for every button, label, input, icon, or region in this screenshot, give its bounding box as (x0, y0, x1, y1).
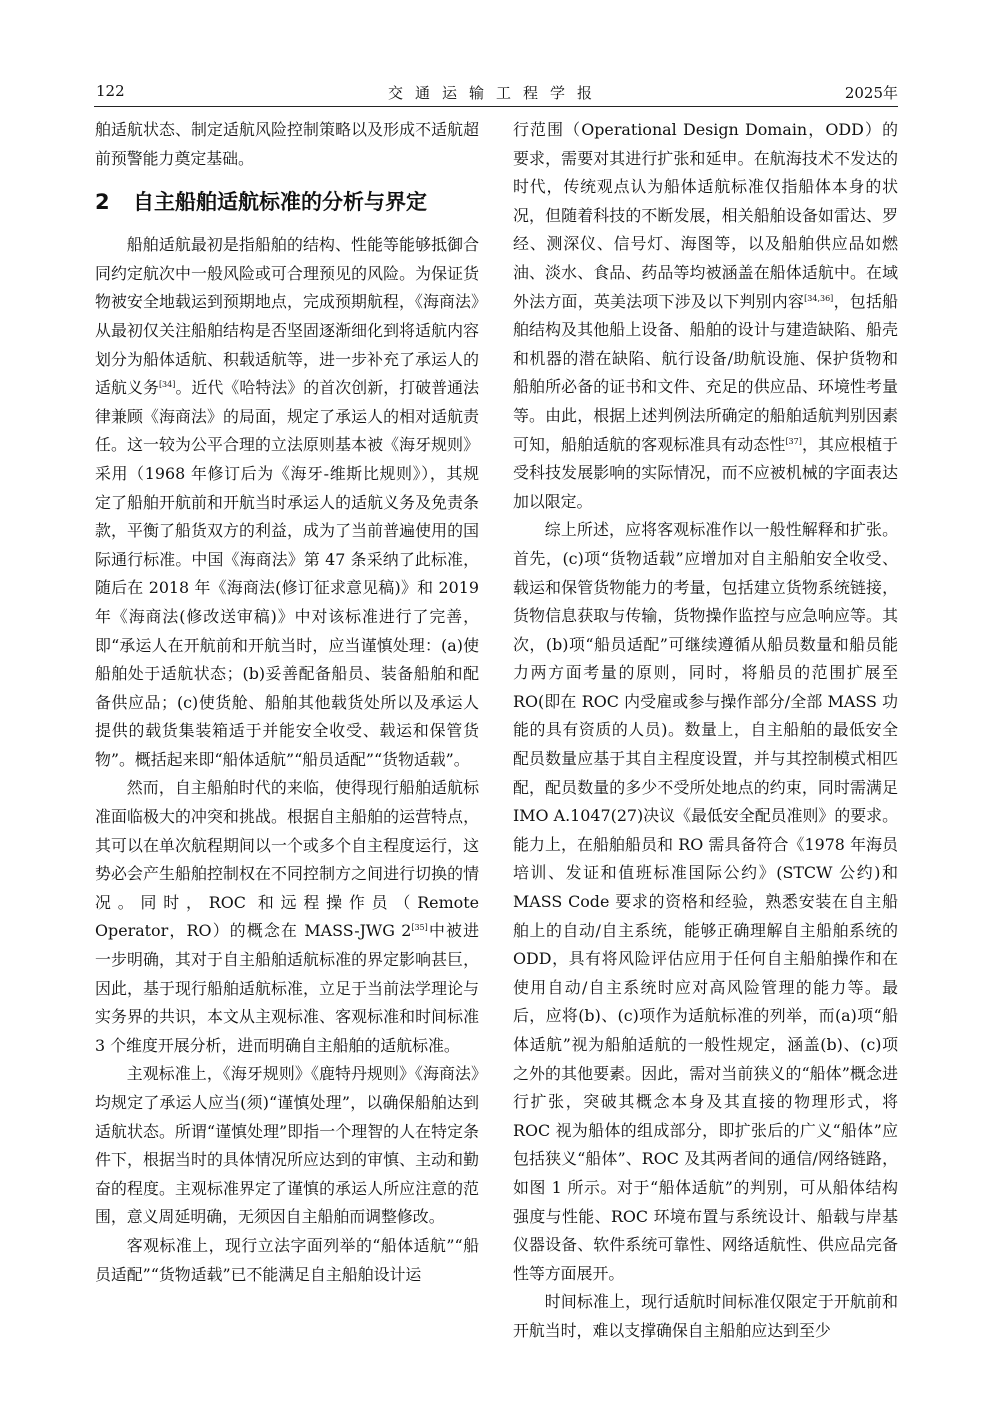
paragraph: 时间标准上，现行适航时间标准仅限定于开航前和开航当时，难以支撑确保自主船舶应达到至少 (513, 1292, 898, 1340)
text: 。近代《哈特法》的首次创新，打破普通法律兼顾《海商法》的局面，规定了承运人的相对适航责任。这一较为公平合理的立法原则基本被《海牙规则》采用（1968 年修订后为《海牙-维斯比规则》），其规定了船舶开航前和开航当时承运人的适航义务及免责条款，平衡了船货双方的利益，成为了当前普遍使用的国际通行标准。中国《海商法》第 47 条采纳了此标准，随后在 2018 年《海商法(修订征求意见稿)》和 2019 年《海商法(修改送审稿)》中对该标准进行了完善，即“承运人在开航前和开航当时，应当谨慎处理：(a)使船舶处于适航状态；(b)妥善配备船员、装备船舶和配备供应品；(c)使货舱、船舶其他载货处所以及承运人提供的载货集装箱适于并能安全收受、载运和保管货物”。概括起来即“船体适航”“船员适配”“货物适载”。 (95, 378, 480, 769)
header-rule (94, 106, 898, 107)
citation[interactable]: [34,36] (804, 293, 834, 303)
citation[interactable]: [37] (785, 436, 802, 446)
right-column (513, 116, 898, 1346)
paragraph: 客观标准上，现行立法字面列举的“船体适航”“船员适配”“货物适载”已不能满足自主船舶设计运 (95, 1235, 479, 1284)
text: ，其应根植于受科技发展影响的实际情况，而不应被机械的字面表达加以限定。 (513, 434, 899, 511)
paragraph-continued: 舶适航状态、制定适航风险控制策略以及形成不适航超前预警能力奠定基础。 (95, 120, 479, 168)
text: 船舶适航最初是指船舶的结构、性能等能够抵御合同约定航次中一般风险或可合理预见的风险。为保证货物被安全地载运到预期地点，完成预期航程，《海商法》从最初仅关注船舶结构是否坚固逐渐细化到将适航内容划分为船体适航、积载适航等，进一步补充了承运人的适航义务 (95, 235, 479, 398)
paragraph: 综上所述，应将客观标准作以一般性解释和扩张。首先，(c)项“货物适载”应增加对自主船舶安全收受、载运和保管货物能力的考量，包括建立货物系统链接，货物信息获取与传输，货物操作监控与应急响应等。其次，(b)项“船员适配”可继续遵循从船员数量和船员能力两方面考量的原则，同时，将船员的范围扩展至 RO(即在 ROC 内受雇或参与操作部分/全部 MASS 功能的具有资质的人员)。数量上，自主船舶的最低安全配员数量应基于其自主程度设置，并与其控制模式相匹配，配员数量的多少不受所处地点的约束，同时需满足 IMO A.1047(27)决议《最低安全配员准则》的要求。能力上，在船舶船员和 RO 需具备符合《1978 年海员培训、发证和值班标准国际公约》(STCW 公约)和 MASS Code 要求的资格和经验，熟悉安装在自主船舶上的自动/自主系统，能够正确理解自主船舶系统的 ODD，具有将风险评估应用于任何自主船舶操作和在使用自动/自主系统时应对高风险管理的能力等。最后，应将(b)、(c)项作为适航标准的列举，而(a)项“船体适航”视为船舶适航的一般性规定，涵盖(b)、(c)项之外的其他要素。因此，需对当前狭义的“船体”概念进行扩张，突破其概念本身及其直接的物理形式，将 ROC 视为船体的组成部分，即扩张后的广义“船体”应包括狭义“船体”、ROC 及其两者间的通信/网络链路，如图 1 所示。对于“船体适航”的判别，可从船体结构强度与性能、ROC 环境布置与系统设计、船载与岸基仪器设备、软件系统可靠性、网络适航性、供应品完备性等方面展开。 (513, 520, 898, 1283)
section-title: 自主船舶适航标准的分析与界定 (133, 190, 427, 215)
section-number: 2 (95, 190, 110, 215)
page-number: 122 (96, 82, 125, 100)
text: 行范围（Operational Design Domain，ODD）的要求，需要对其进行扩张和延申。在航海技术不发达的时代，传统观点认为船体适航标准仅指船体本身的状况，但随着科技的不断发展，相关船舶设备如雷达、罗经、测深仪、信号灯、海图等，以及船舶供应品如燃油、淡水、食品、药品等均被涵盖在船体适航中。在域外法方面，英美法项下涉及以下判别内容 (513, 120, 898, 311)
section-heading (95, 187, 479, 217)
paragraph-continued (513, 116, 898, 516)
citation[interactable]: [35] (411, 923, 428, 933)
journal-title: 交通运输工程学报 (387, 84, 604, 102)
paragraph: 主观标准上，《海牙规则》《鹿特丹规则》《海商法》均规定了承运人应当(须)“谨慎处理”，以确保船舶达到适航状态。所谓“谨慎处理”即指一个理智的人在特定条件下，根据当时的具体情况所应达到的审慎、主动和勤奋的程度。主观标准界定了谨慎的承运人所应注意的范围，意义周延明确，无须因自主船舶而调整修改。 (95, 1064, 479, 1227)
text: 然而，自主船舶时代的来临，使得现行船舶适航标准面临极大的冲突和挑战。根据自主船舶的运营特点，其可以在单次航程期间以一个或多个自主程度运行，这势必会产生船舶控制权在不同控制方之间进行切换的情况。同时，ROC 和远程操作员（Remote Operator，RO）的概念在 MASS-JWG 2 (95, 778, 479, 941)
paragraph (95, 774, 479, 1060)
journal-year: 2025年 (844, 84, 898, 102)
text: 中被进一步明确，其对于自主船舶适航标准的界定影响甚巨，因此，基于现行船舶适航标准，立足于当前法学理论与实务界的共识，本文从主观标准、客观标准和时间标准 3 个维度开展分析，进而明确自主船舶的适航标准。 (95, 921, 480, 1055)
left-column (95, 116, 479, 1289)
text: ，包括船舶结构及其他船上设备、船舶的设计与建造缺陷、船壳和机器的潜在缺陷、航行设备/助航设施、保护货物和船舶所必备的证书和文件、充足的供应品、环境性考量等。由此，根据上述判例法所确定的船舶适航判别因素可知，船舶适航的客观标准具有动态性 (513, 291, 899, 454)
paragraph (95, 231, 479, 774)
citation[interactable]: [34] (158, 380, 176, 390)
